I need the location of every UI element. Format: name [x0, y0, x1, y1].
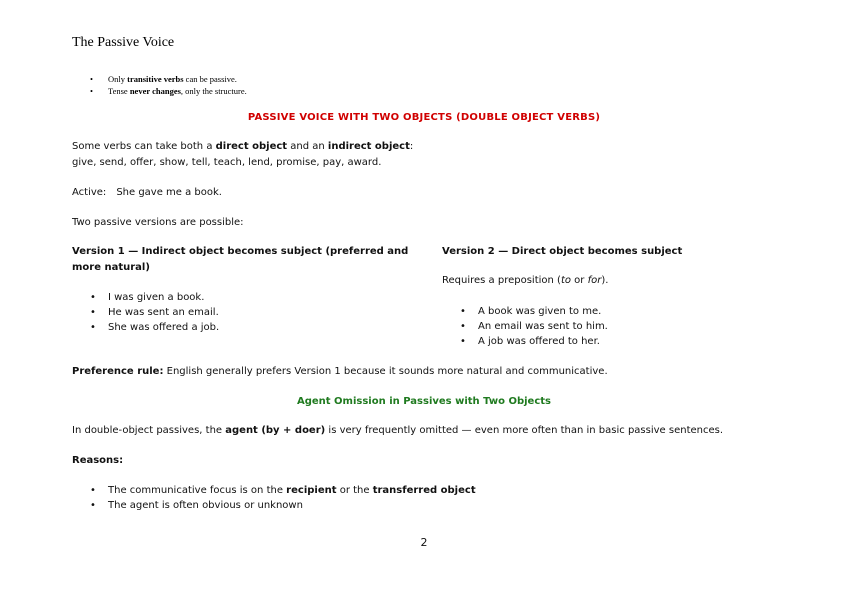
version2-heading: Version 2 — Direct object becomes subject [442, 246, 683, 257]
bullet-icon: • [90, 322, 96, 333]
bullet-icon: • [90, 485, 96, 496]
version2-list [460, 304, 608, 349]
intro-line: Some verbs can take both a direct object and an indirect object: [72, 141, 414, 152]
list-item: • Only transitive verbs can be passive. [90, 74, 237, 84]
list-item: • The communicative focus is on the recipient or the transferred object [90, 485, 476, 496]
bullet-icon: • [460, 336, 466, 347]
page-title: The Passive Voice [72, 35, 175, 50]
bullet-icon: • [90, 307, 96, 318]
list-item: • The agent is often obvious or unknown [90, 500, 303, 511]
list-item: • An email was sent to him. [460, 321, 608, 332]
list-item: • I was given a book. [90, 292, 205, 303]
bullet-icon: • [460, 321, 466, 332]
page-number: 2 [420, 536, 428, 549]
version1-heading: Version 1 — Indirect object becomes subject (preferred and more natural) [72, 246, 409, 273]
agent-paragraph: In double-object passives, the agent (by + doer) is very frequently omitted — even more often than in basic passive sentences. [72, 425, 724, 436]
bullet-icon: • [90, 86, 93, 96]
list-item: • A job was offered to her. [460, 336, 600, 347]
two-versions-note: Two passive versions are possible: [72, 217, 244, 228]
section-heading: PASSIVE VOICE WITH TWO OBJECTS (DOUBLE OBJECT VERBS) [247, 112, 601, 123]
bullet-icon: • [90, 500, 96, 511]
version2-note: Requires a preposition (to or for). [442, 275, 609, 286]
bullet-icon: • [90, 292, 96, 303]
reasons-label: Reasons: [72, 455, 124, 466]
version1-list [90, 290, 219, 335]
verb-list: give, send, offer, show, tell, teach, lend, promise, pay, award. [72, 157, 382, 168]
bullet-icon: • [460, 306, 466, 317]
list-item: • She was offered a job. [90, 322, 220, 333]
agent-heading: Agent Omission in Passives with Two Objects [296, 396, 551, 407]
active-example: Active: She gave me a book. [72, 187, 222, 198]
list-item: • A book was given to me. [460, 306, 602, 317]
list-item: • He was sent an email. [90, 307, 219, 318]
list-item: • Tense never changes, only the structure. [90, 86, 247, 96]
preference-rule: Preference rule: English generally prefers Version 1 because it sounds more natural and communicative. [72, 366, 608, 377]
reasons-list [90, 483, 476, 513]
bullet-icon: • [90, 74, 93, 84]
